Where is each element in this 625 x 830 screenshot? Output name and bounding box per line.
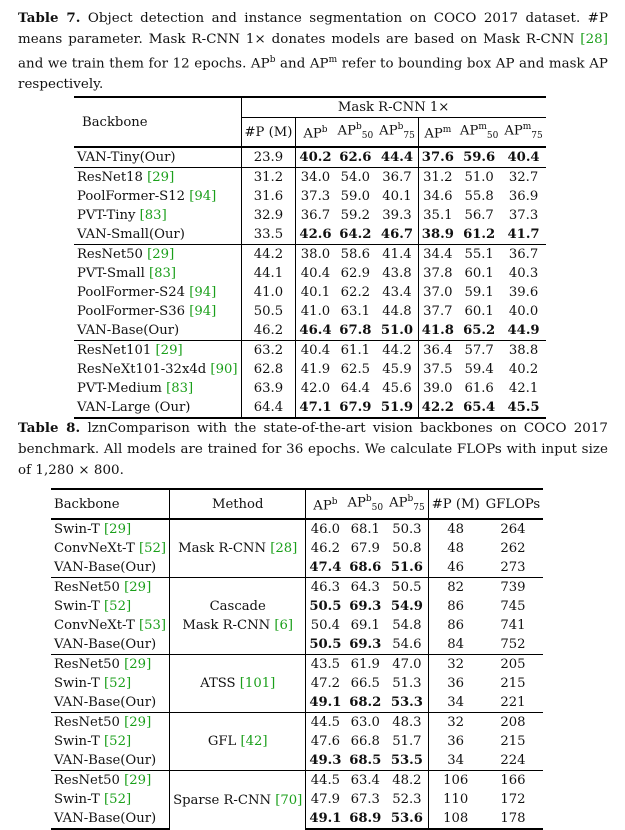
table7-label: Table 7. xyxy=(18,10,81,26)
table7-value-cell: 35.1 xyxy=(423,208,453,224)
table8-ap-cell: 47.4 xyxy=(309,560,342,576)
table8-gflops-cell: 224 xyxy=(500,753,526,769)
table7-value-cell: 61.6 xyxy=(464,381,494,397)
table8-label: Table 8. xyxy=(18,420,81,436)
citation-link[interactable]: [52] xyxy=(139,541,167,557)
citation-link[interactable]: [42] xyxy=(240,734,268,750)
table7-backbone-cell: ResNet101 [29] xyxy=(74,341,241,361)
table8-backbone-cell: Swin-T [52] xyxy=(51,790,170,809)
table8-params-cell: 34 xyxy=(447,753,465,769)
table7-col-header: $AP^m$ xyxy=(418,118,457,148)
citation-link[interactable]: [83] xyxy=(149,266,177,282)
table7-value-cell: 50.5 xyxy=(241,302,296,321)
citation-link[interactable]: [52] xyxy=(104,734,132,750)
table8-params-cell: 110 xyxy=(443,792,469,808)
table-row xyxy=(74,245,546,265)
table7-value-cell: 67.8 xyxy=(339,323,372,339)
table7-value-cell: 64.4 xyxy=(241,398,296,418)
table8-ap-cell: 66.8 xyxy=(350,734,380,750)
table7-value-cell: 40.4 xyxy=(300,266,331,282)
table7-value-cell: 60.1 xyxy=(464,304,494,320)
table8-method-cell: GFL [42] xyxy=(170,713,306,771)
table7-value-cell: 37.6 xyxy=(421,150,454,166)
table8-ap-cell: 69.3 xyxy=(349,637,382,653)
table8-params-cell: 32 xyxy=(428,713,482,733)
table8-ap-cell: 47.9 xyxy=(310,792,341,808)
table8-ap-cell: 54.6 xyxy=(386,635,428,655)
table7-header-group: Mask R-CNN 1× xyxy=(241,97,546,118)
table8-backbone-cell: ResNet50 [29] xyxy=(51,578,170,598)
table7-backbone-cell: VAN-Tiny(Our) xyxy=(74,147,241,168)
table8-header-gflops: GFLOPs xyxy=(483,489,544,519)
table7-caption-and: and AP xyxy=(275,56,329,72)
table7-value-cell: 41.7 xyxy=(507,227,540,243)
table8-ap-cell: 48.3 xyxy=(386,713,428,733)
table8-params-cell: 36 xyxy=(447,676,465,692)
table8-backbone-cell: Swin-T [52] xyxy=(51,597,170,616)
table8-ap-cell: 69.3 xyxy=(349,599,382,615)
table8-ap-cell: 53.5 xyxy=(386,751,428,771)
table7-value-cell: 37.0 xyxy=(423,285,453,301)
citation-link[interactable]: [70] xyxy=(275,792,303,808)
table7-value-cell: 43.8 xyxy=(376,264,418,283)
table-row xyxy=(74,225,546,245)
table7-value-cell: 44.9 xyxy=(507,323,540,339)
table-row xyxy=(51,578,543,598)
citation-link[interactable]: [29] xyxy=(155,343,183,359)
table8-params-cell: 82 xyxy=(428,578,482,598)
table8-ap-cell: 52.3 xyxy=(386,790,428,809)
table7-value-cell: 65.2 xyxy=(463,323,496,339)
table7-value-cell: 59.6 xyxy=(463,150,496,166)
table7-value-cell: 40.3 xyxy=(508,266,539,282)
table7-value-cell: 46.7 xyxy=(376,225,418,245)
citation-link[interactable]: [29] xyxy=(124,580,152,596)
table8-gflops-cell: 221 xyxy=(500,695,526,711)
table-row xyxy=(74,360,546,379)
table7-value-cell: 44.2 xyxy=(241,245,296,265)
table7-value-cell: 59.0 xyxy=(340,189,371,205)
table7-value-cell: 59.4 xyxy=(464,362,494,378)
table7-value-cell: 45.6 xyxy=(376,379,418,398)
table7-value-cell: 40.4 xyxy=(296,341,335,361)
table8-ap-cell: 44.5 xyxy=(306,771,345,791)
table8-header-ap: $AP^b$ xyxy=(306,489,345,519)
table7-value-cell: 31.2 xyxy=(241,168,296,188)
table7-col-header: $AP^m_{50}$ xyxy=(457,118,501,148)
table7-value-cell: 42.6 xyxy=(299,227,332,243)
table7-backbone-cell: ResNet18 [29] xyxy=(74,168,241,188)
table8-header-params: #P (M) xyxy=(428,489,482,519)
table7-value-cell: 55.8 xyxy=(464,189,494,205)
table7-value-cell: 42.0 xyxy=(300,381,331,397)
table7-value-cell: 58.6 xyxy=(335,245,377,265)
table7-value-cell: 40.4 xyxy=(507,150,540,166)
table7-value-cell: 34.4 xyxy=(418,245,457,265)
table8-ap-cell: 67.9 xyxy=(350,541,380,557)
table7-value-cell: 45.9 xyxy=(376,360,418,379)
table8-ap-cell: 51.6 xyxy=(386,558,428,578)
table7-value-cell: 42.2 xyxy=(418,398,457,418)
table8-backbone-cell: Swin-T [52] xyxy=(51,674,170,693)
citation-link[interactable]: [83] xyxy=(166,381,194,397)
table7-value-cell: 36.4 xyxy=(418,341,457,361)
table7-value-cell: 40.1 xyxy=(300,285,331,301)
table8-backbone-cell: ConvNeXt-T [53] xyxy=(51,616,170,635)
table7-caption-sup-b: b xyxy=(269,55,276,65)
table8-ap-cell: 68.6 xyxy=(349,560,382,576)
table7-value-cell: 39.6 xyxy=(508,285,539,301)
table7-backbone-cell: PVT-Small [83] xyxy=(74,264,241,283)
table8-header-ap50: $AP^b_{50}$ xyxy=(344,489,386,519)
table7-value-cell: 54.0 xyxy=(335,168,377,188)
table7-value-cell: 65.4 xyxy=(457,398,501,418)
citation-link[interactable]: [29] xyxy=(124,657,152,673)
table7-col-header: $AP^b$ xyxy=(296,118,335,148)
table7-value-cell: 61.1 xyxy=(335,341,377,361)
table7-value-cell: 41.4 xyxy=(376,245,418,265)
table8-ap-cell: 47.0 xyxy=(386,655,428,675)
table7-value-cell: 36.7 xyxy=(501,245,545,265)
table7-value-cell: 43.4 xyxy=(376,283,418,302)
citation-link[interactable]: [90] xyxy=(210,362,238,378)
table8-ap-cell: 44.5 xyxy=(306,713,345,733)
table8-backbone-cell: Swin-T [29] xyxy=(51,519,170,539)
citation-link[interactable]: [29] xyxy=(147,170,175,186)
citation-link[interactable]: [52] xyxy=(104,599,132,615)
table-row xyxy=(74,206,546,225)
table7-value-cell: 46.4 xyxy=(299,323,332,339)
table8-ap-cell: 61.9 xyxy=(344,655,386,675)
table8-ap-cell: 47.2 xyxy=(310,676,341,692)
table8-ap-cell: 50.5 xyxy=(309,637,342,653)
table8-ap-cell: 49.1 xyxy=(306,809,345,829)
table8-ap-cell: 46.3 xyxy=(306,578,345,598)
table7-caption-sup-m: m xyxy=(328,55,338,65)
table7-value-cell: 36.7 xyxy=(376,168,418,188)
table8-header-method: Method xyxy=(170,489,306,519)
table7-caption xyxy=(18,8,608,95)
table7-value-cell: 38.0 xyxy=(296,245,335,265)
table8-ap-cell: 53.6 xyxy=(386,809,428,829)
table-row xyxy=(74,264,546,283)
table7-value-cell: 40.2 xyxy=(508,362,539,378)
table8-ap-cell: 50.3 xyxy=(386,519,428,539)
table8-ap-cell: 69.1 xyxy=(350,618,380,634)
table8-ap-cell: 50.5 xyxy=(386,578,428,598)
table7-backbone-cell: ResNet50 [29] xyxy=(74,245,241,265)
table8-backbone-cell: ResNet50 [29] xyxy=(51,655,170,675)
table8-ap-cell: 51.3 xyxy=(386,674,428,693)
table-row xyxy=(74,379,546,398)
table8-ap-cell: 51.7 xyxy=(386,732,428,751)
table-row xyxy=(74,283,546,302)
table8-ap-cell: 54.9 xyxy=(386,597,428,616)
table8-gflops-cell: 264 xyxy=(500,522,526,538)
table8-params-cell: 46 xyxy=(447,560,465,576)
table7-value-cell: 45.5 xyxy=(501,398,545,418)
table7-col-header: #P (M) xyxy=(241,118,296,148)
table8-ap-cell: 66.5 xyxy=(350,676,380,692)
table8-backbone-cell: Swin-T [52] xyxy=(51,732,170,751)
table8-method-cell: ATSS [101] xyxy=(170,655,306,713)
table7-value-cell: 64.2 xyxy=(339,227,372,243)
table7-value-cell: 60.1 xyxy=(464,266,494,282)
table8-gflops-cell: 273 xyxy=(500,560,526,576)
table7-value-cell: 34.6 xyxy=(423,189,453,205)
table7-col-header: $AP^b_{50}$ xyxy=(335,118,377,148)
table8-params-cell: 48 xyxy=(447,541,465,557)
table8-method-cell: Mask R-CNN [28] xyxy=(170,519,306,578)
table8-gflops-cell: 215 xyxy=(500,734,526,750)
table7-backbone-cell: PoolFormer-S24 [94] xyxy=(74,283,241,302)
table8-gflops-cell: 262 xyxy=(500,541,526,557)
table7-backbone-cell: VAN-Small(Our) xyxy=(74,225,241,245)
table7-col-header: $AP^m_{75}$ xyxy=(501,118,545,148)
table-row xyxy=(74,321,546,341)
table7-value-cell: 63.9 xyxy=(241,379,296,398)
table7-value-cell: 37.3 xyxy=(300,189,331,205)
table7-value-cell: 41.0 xyxy=(300,304,331,320)
table8-ap-cell: 50.8 xyxy=(386,539,428,558)
table8-backbone-cell: ResNet50 [29] xyxy=(51,713,170,733)
table7-caption-text3: refer to bounding box AP and mask AP respectively. xyxy=(18,56,608,93)
table7-value-cell: 56.7 xyxy=(464,208,494,224)
table8-ap-cell: 50.5 xyxy=(309,599,342,615)
table7-value-cell: 59.2 xyxy=(340,208,371,224)
table8-ap-cell: 67.3 xyxy=(350,792,380,808)
table7-backbone-cell: VAN-Base(Our) xyxy=(74,321,241,341)
citation-link[interactable]: [29] xyxy=(124,773,152,789)
table8-ap-cell: 68.5 xyxy=(349,753,382,769)
table8-ap-cell: 49.1 xyxy=(309,695,342,711)
table7-value-cell: 61.2 xyxy=(463,227,496,243)
table7-value-cell: 62.5 xyxy=(340,362,371,378)
table8-gflops-cell: 205 xyxy=(483,655,544,675)
table8-method-cell: Sparse R-CNN [70] xyxy=(170,771,306,830)
table7-value-cell: 44.1 xyxy=(241,264,296,283)
table7-value-cell: 39.0 xyxy=(423,381,453,397)
table7-value-cell: 36.7 xyxy=(300,208,331,224)
table-row xyxy=(74,341,546,361)
table7-backbone-cell: PVT-Medium [83] xyxy=(74,379,241,398)
table8-gflops-cell: 215 xyxy=(500,676,526,692)
table8-ap-cell: 48.2 xyxy=(386,771,428,791)
table7-backbone-cell: PoolFormer-S12 [94] xyxy=(74,187,241,206)
table7-value-cell: 31.6 xyxy=(241,187,296,206)
table8-backbone-cell: ConvNeXt-T [52] xyxy=(51,539,170,558)
table7-value-cell: 38.8 xyxy=(501,341,545,361)
table8-params-cell: 86 xyxy=(447,599,465,615)
table8-params-cell: 108 xyxy=(428,809,482,829)
citation-link[interactable]: [29] xyxy=(147,247,175,263)
table8-gflops-cell: 739 xyxy=(483,578,544,598)
table-row xyxy=(51,519,543,539)
table8-gflops-cell: 172 xyxy=(500,792,526,808)
table7-value-cell: 62.8 xyxy=(241,360,296,379)
table7-value-cell: 23.9 xyxy=(241,147,296,168)
table7-value-cell: 32.9 xyxy=(241,206,296,225)
table-row xyxy=(74,147,546,168)
table7-value-cell: 51.0 xyxy=(457,168,501,188)
table8-params-cell: 48 xyxy=(447,522,465,538)
citation-link[interactable]: [94] xyxy=(189,189,217,205)
table8-backbone-cell: ResNet50 [29] xyxy=(51,771,170,791)
table7-caption-cite[interactable]: [28] xyxy=(580,32,608,47)
table7-value-cell: 41.0 xyxy=(241,283,296,302)
table7-value-cell: 63.2 xyxy=(241,341,296,361)
table8-ap-cell: 46.0 xyxy=(310,522,341,538)
table7-caption-text: Object detection and instance segmentation on COCO 2017 dataset. #P means parameter. Mask R-CNN 1× donates models are based on Mask R-CNN xyxy=(18,11,609,47)
table7-value-cell: 40.2 xyxy=(299,150,332,166)
table7-backbone-cell: ResNeXt101-32x4d [90] xyxy=(74,360,241,379)
table7-caption-text2: and we train them for 12 epochs. AP xyxy=(18,56,270,72)
citation-link[interactable]: [28] xyxy=(270,541,298,557)
citation-link[interactable]: [94] xyxy=(189,304,217,320)
table7-value-cell: 40.0 xyxy=(508,304,539,320)
table7-value-cell: 55.1 xyxy=(457,245,501,265)
table7-value-cell: 57.7 xyxy=(457,341,501,361)
table7-value-cell: 51.9 xyxy=(376,398,418,418)
citation-link[interactable]: [94] xyxy=(189,285,217,301)
table8-header-backbone: Backbone xyxy=(51,489,170,519)
table8-ap-cell: 50.4 xyxy=(310,618,341,634)
table8-gflops-cell: 178 xyxy=(483,809,544,829)
table7-value-cell: 37.8 xyxy=(423,266,453,282)
table-row xyxy=(74,168,546,188)
table8-method-cell: Cascade Mask R-CNN [6] xyxy=(170,578,306,655)
table8-backbone-cell: VAN-Base(Our) xyxy=(51,635,170,655)
table8-backbone-cell: VAN-Base(Our) xyxy=(51,558,170,578)
table8-gflops-cell: 741 xyxy=(500,618,526,634)
table8-params-cell: 86 xyxy=(447,618,465,634)
table8-ap-cell: 68.1 xyxy=(350,522,380,538)
table8-params-cell: 84 xyxy=(447,637,465,653)
citation-link[interactable]: [101] xyxy=(239,676,276,692)
citation-link[interactable]: [83] xyxy=(139,208,167,224)
citation-link[interactable]: [53] xyxy=(139,618,167,634)
table7-value-cell: 37.3 xyxy=(508,208,539,224)
citation-link[interactable]: [52] xyxy=(104,676,132,692)
table7-value-cell: 63.1 xyxy=(340,304,371,320)
table7-value-cell: 44.8 xyxy=(376,302,418,321)
table8-ap-cell: 64.3 xyxy=(344,578,386,598)
table-row xyxy=(51,771,543,791)
table8-ap-cell: 47.6 xyxy=(310,734,341,750)
table8-ap-cell: 54.8 xyxy=(386,616,428,635)
table8-caption-text: lznComparison with the state-of-the-art vision backbones on COCO 2017 benchmark. All models are trained for 36 epochs. We calculate FLOPs with input size of 1,280 × 800. xyxy=(18,421,608,478)
table8-ap-cell: 63.0 xyxy=(344,713,386,733)
table8-backbone-cell: VAN-Base(Our) xyxy=(51,693,170,713)
table8-ap-cell: 68.9 xyxy=(344,809,386,829)
table7-value-cell: 34.0 xyxy=(296,168,335,188)
table8 xyxy=(51,488,543,830)
table8-params-cell: 34 xyxy=(447,695,465,711)
table7 xyxy=(74,96,546,419)
table8-header-ap75: $AP^b_{75}$ xyxy=(386,489,428,519)
table8-ap-cell: 68.2 xyxy=(349,695,382,711)
table7-value-cell: 46.2 xyxy=(241,321,296,341)
table7-col-header: $AP^b_{75}$ xyxy=(376,118,418,148)
table7-value-cell: 33.5 xyxy=(241,225,296,245)
table7-value-cell: 44.2 xyxy=(376,341,418,361)
table7-backbone-cell: PoolFormer-S36 [94] xyxy=(74,302,241,321)
table7-header-backbone: Backbone xyxy=(74,97,241,147)
table7-value-cell: 59.1 xyxy=(464,285,494,301)
table8-gflops-cell: 208 xyxy=(483,713,544,733)
table8-params-cell: 106 xyxy=(428,771,482,791)
citation-link[interactable]: [29] xyxy=(124,715,152,731)
table-row xyxy=(51,655,543,675)
table7-value-cell: 37.5 xyxy=(423,362,453,378)
citation-link[interactable]: [52] xyxy=(104,792,132,808)
citation-link[interactable]: [29] xyxy=(104,522,132,538)
table7-backbone-cell: PVT-Tiny [83] xyxy=(74,206,241,225)
table7-value-cell: 38.9 xyxy=(421,227,454,243)
table7-value-cell: 41.9 xyxy=(300,362,331,378)
table7-value-cell: 47.1 xyxy=(296,398,335,418)
table8-gflops-cell: 752 xyxy=(500,637,526,653)
table7-value-cell: 62.9 xyxy=(340,266,371,282)
table7-value-cell: 37.7 xyxy=(423,304,453,320)
table7-value-cell: 40.1 xyxy=(376,187,418,206)
table7-value-cell: 31.2 xyxy=(418,168,457,188)
table8-ap-cell: 49.3 xyxy=(309,753,342,769)
table7-value-cell: 62.6 xyxy=(339,150,372,166)
table8-backbone-cell: VAN-Base(Our) xyxy=(51,751,170,771)
table7-backbone-cell: VAN-Large (Our) xyxy=(74,398,241,418)
table7-value-cell: 32.7 xyxy=(501,168,545,188)
table8-gflops-cell: 166 xyxy=(483,771,544,791)
table7-value-cell: 36.9 xyxy=(508,189,539,205)
table8-ap-cell: 43.5 xyxy=(306,655,345,675)
table7-value-cell: 64.4 xyxy=(340,381,371,397)
table-row xyxy=(74,398,546,418)
table7-value-cell: 51.0 xyxy=(376,321,418,341)
table8-caption xyxy=(18,418,608,481)
table7-value-cell: 39.3 xyxy=(376,206,418,225)
table8-ap-cell: 63.4 xyxy=(344,771,386,791)
table-row xyxy=(74,187,546,206)
table7-value-cell: 42.1 xyxy=(508,381,539,397)
table7-value-cell: 67.9 xyxy=(335,398,377,418)
table8-backbone-cell: VAN-Base(Our) xyxy=(51,809,170,829)
table8-params-cell: 36 xyxy=(447,734,465,750)
table-row xyxy=(74,302,546,321)
table7-value-cell: 41.8 xyxy=(421,323,454,339)
table8-gflops-cell: 745 xyxy=(500,599,526,615)
table-row xyxy=(51,713,543,733)
table8-params-cell: 32 xyxy=(428,655,482,675)
citation-link[interactable]: [6] xyxy=(274,618,294,634)
table8-ap-cell: 53.3 xyxy=(386,693,428,713)
table7-value-cell: 62.2 xyxy=(340,285,371,301)
table7-value-cell: 44.4 xyxy=(376,147,418,168)
table8-ap-cell: 46.2 xyxy=(310,541,341,557)
